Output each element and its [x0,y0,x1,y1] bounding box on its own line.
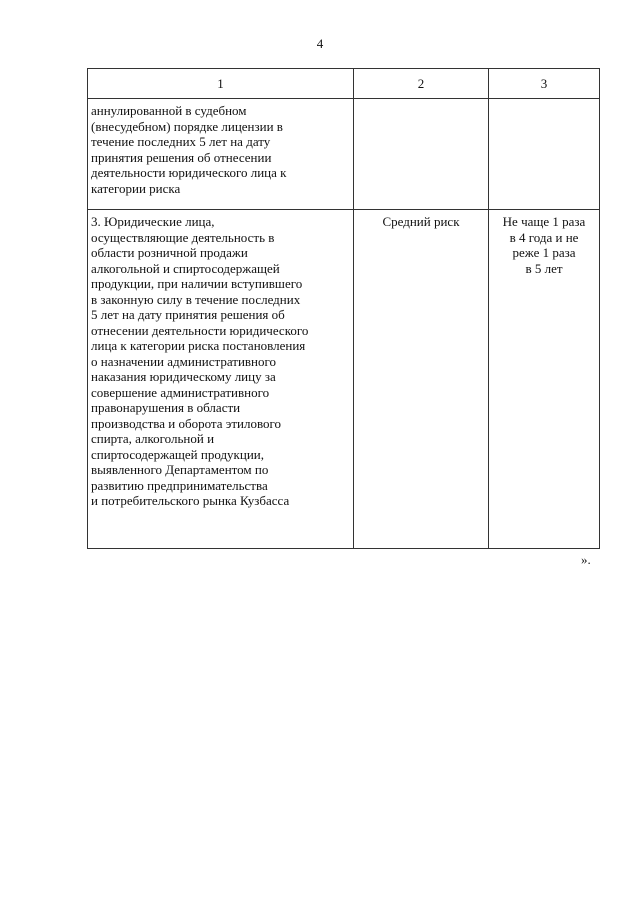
cell-line: реже 1 раза [512,245,576,260]
cell-line: в законную силу в течение последних [91,291,301,307]
cell-line: осуществляющие деятельность в [91,229,275,245]
cell-line: развитию предпринимательства [91,477,268,493]
cell-line: категории риска [91,180,181,196]
cell-line: наказания юридическому лицу за [91,369,276,384]
risk-category-table [87,68,600,549]
criteria-cell [88,99,354,210]
cell-line: продукции, при наличии вступившего [91,276,303,291]
criteria-text [88,99,353,198]
cell-line: выявленного Департаментом по [91,462,269,477]
cell-line: и потребительского рынка Кузбасса [91,493,290,508]
cell-line: деятельности юридического лица к [91,165,287,180]
cell-line: 5 лет на дату принятия решения об [91,307,285,322]
page-number: 4 [316,36,324,51]
cell-line: производства и оборота этилового [91,415,282,431]
cell-line: правонарушения в области [91,400,241,415]
cell-line: Не чаще 1 раза [502,214,586,229]
cell-line: принятия решения об отнесении [91,149,272,165]
inspection-frequency-text [489,210,599,278]
cell-line: 3. Юридические лица, [91,214,215,229]
table-header-row [88,69,600,99]
cell-line: области розничной продажи [91,245,248,260]
criteria-text [88,210,353,511]
cell-line: аннулированной в судебном [91,103,247,118]
inspection-frequency-text [489,99,599,105]
cell-line: спиртосодержащей продукции, [91,446,264,462]
cell-line: спирта, алкогольной и [91,431,215,446]
cell-line: в 5 лет [525,260,563,276]
column-header-2: 2 [354,69,489,99]
cell-line: Средний риск [382,214,460,229]
cell-line: о назначении административного [91,353,277,369]
cell-line: совершение административного [91,384,270,400]
cell-line: течение последних 5 лет на дату [91,134,271,149]
cell-line: в 4 года и не [509,229,579,245]
inspection-frequency-cell [489,210,600,549]
risk-category-cell [354,210,489,549]
column-header-1: 1 [88,69,354,99]
risk-category-cell [354,99,489,210]
inspection-frequency-cell [489,99,600,210]
cell-line: лица к категории риска постановления [91,338,306,353]
table-row [88,99,600,210]
cell-line: алкогольной и спиртосодержащей [91,260,280,276]
closing-quote-mark: ». [581,552,591,567]
risk-category-text [354,210,488,232]
column-header-3: 3 [489,69,600,99]
criteria-cell [88,210,354,549]
cell-line: отнесении деятельности юридического [91,322,309,338]
risk-category-text [354,99,488,105]
table-row [88,210,600,549]
cell-line: (внесудебном) порядке лицензии в [91,118,283,134]
